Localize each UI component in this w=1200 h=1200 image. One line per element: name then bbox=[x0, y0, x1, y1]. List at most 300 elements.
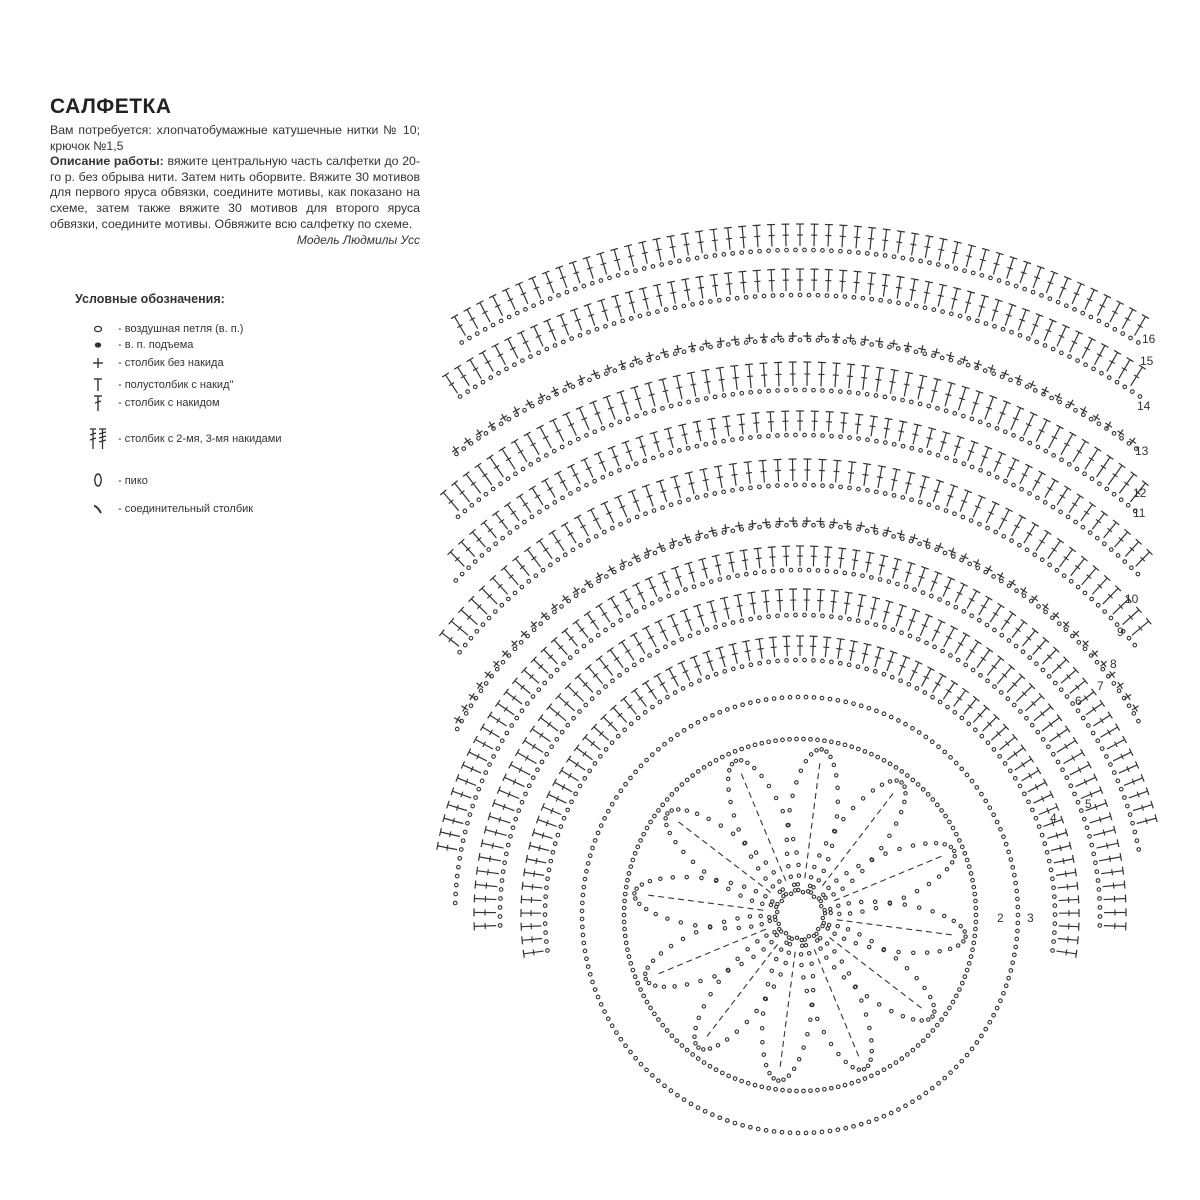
chain-loop bbox=[643, 412, 647, 416]
chain-loop bbox=[1119, 787, 1123, 791]
chain-loop bbox=[1009, 858, 1013, 862]
single-crochet-stitch bbox=[562, 595, 568, 601]
single-crochet-stitch bbox=[512, 641, 518, 647]
chain-loop bbox=[879, 298, 883, 302]
chain-loop bbox=[944, 814, 948, 818]
chain-loop bbox=[1095, 870, 1099, 874]
chain-loop bbox=[944, 1012, 948, 1016]
chain-loop bbox=[781, 809, 785, 813]
double-crochet-stitch bbox=[530, 325, 543, 347]
chain-loop bbox=[686, 258, 690, 262]
chain-loop bbox=[1096, 879, 1100, 883]
chain-loop bbox=[673, 840, 678, 845]
single-crochet-stitch bbox=[620, 559, 627, 566]
double-crochet-stitch bbox=[685, 562, 695, 582]
chain-loop bbox=[570, 337, 574, 341]
chain-loop bbox=[892, 494, 896, 498]
chain-loop bbox=[1100, 371, 1104, 375]
chain-loop bbox=[647, 981, 651, 985]
chain-loop bbox=[937, 1081, 941, 1085]
chain-loop bbox=[738, 893, 743, 898]
single-crochet-stitch bbox=[1132, 705, 1139, 712]
chain-loop bbox=[925, 951, 929, 955]
chain-loop bbox=[529, 463, 533, 467]
chain-loop bbox=[526, 702, 530, 706]
double-crochet-stitch bbox=[521, 923, 541, 931]
double-crochet-stitch bbox=[824, 547, 832, 567]
double-crochet-stitch bbox=[720, 597, 729, 619]
chain-loop bbox=[785, 614, 789, 618]
double-crochet-stitch bbox=[596, 252, 606, 274]
double-crochet-stitch bbox=[854, 226, 862, 248]
chain-loop bbox=[785, 852, 789, 856]
double-crochet-stitch bbox=[722, 416, 730, 436]
chain-loop bbox=[702, 869, 707, 874]
single-crochet-stitch bbox=[973, 559, 980, 566]
chain-loop bbox=[582, 941, 586, 945]
chain-loop bbox=[1123, 796, 1127, 800]
chain-loop bbox=[911, 843, 915, 847]
chain-loop bbox=[556, 558, 560, 562]
chain-loop bbox=[551, 851, 555, 855]
chain-loop bbox=[917, 731, 921, 735]
chain-loop bbox=[653, 551, 657, 555]
petal bbox=[810, 827, 966, 931]
chain-loop bbox=[894, 956, 899, 961]
chain-loop bbox=[550, 745, 554, 749]
petal-stitch bbox=[648, 895, 654, 896]
chain-loop bbox=[926, 1034, 930, 1038]
double-crochet-stitch bbox=[729, 643, 738, 663]
chain-loop bbox=[946, 705, 950, 709]
chain-loop bbox=[1035, 662, 1039, 666]
double-crochet-stitch bbox=[541, 803, 561, 814]
chain-loop bbox=[669, 404, 673, 408]
chain-loop bbox=[1062, 574, 1066, 578]
row-label: 10 bbox=[1125, 592, 1139, 606]
chain-loop bbox=[574, 792, 578, 796]
chain-loop bbox=[1052, 886, 1056, 890]
chain-loop bbox=[629, 962, 633, 966]
chain-loop bbox=[821, 893, 825, 897]
petal-stitch bbox=[734, 865, 739, 869]
double-crochet-stitch bbox=[1033, 266, 1044, 288]
chain-loop bbox=[1112, 682, 1116, 686]
double-crochet-stitch bbox=[522, 882, 542, 890]
chain-loop bbox=[995, 427, 999, 431]
chain-loop bbox=[856, 619, 860, 623]
double-crochet-stitch bbox=[467, 358, 482, 379]
chain-loop bbox=[958, 361, 962, 365]
double-crochet-stitch bbox=[712, 555, 721, 575]
chain-loop bbox=[618, 468, 622, 472]
chain-loop bbox=[870, 752, 874, 756]
double-crochet-stitch bbox=[973, 705, 989, 723]
chain-loop bbox=[648, 654, 652, 658]
chain-loop bbox=[583, 949, 587, 953]
chain-loop bbox=[960, 767, 964, 771]
chain-loop bbox=[481, 380, 485, 384]
chain-loop bbox=[871, 788, 876, 793]
chain-loop bbox=[950, 860, 954, 864]
double-crochet-stitch bbox=[774, 362, 782, 386]
chain-loop bbox=[629, 865, 633, 869]
chain-loop bbox=[582, 885, 586, 889]
double-crochet-stitch bbox=[492, 344, 506, 365]
chain-loop bbox=[937, 745, 941, 749]
chain-loop bbox=[595, 327, 599, 331]
double-crochet-stitch bbox=[918, 375, 927, 399]
petal-stitch bbox=[862, 887, 868, 889]
chain-loop bbox=[610, 423, 614, 427]
chain-loop bbox=[634, 269, 638, 273]
chain-loop bbox=[899, 810, 904, 815]
chain-loop bbox=[539, 622, 543, 626]
double-crochet-stitch bbox=[511, 439, 527, 462]
chain-loop bbox=[812, 894, 817, 899]
chain-loop bbox=[636, 716, 640, 720]
double-crochet-stitch bbox=[1025, 693, 1044, 711]
chain-loop bbox=[933, 645, 937, 649]
petal-stitch bbox=[707, 1032, 711, 1037]
chain-loop bbox=[852, 572, 856, 576]
double-crochet-stitch bbox=[985, 395, 997, 419]
chain-loop bbox=[639, 361, 643, 365]
double-crochet-stitch bbox=[596, 603, 610, 622]
chain-loop bbox=[844, 871, 848, 875]
chain-loop bbox=[807, 951, 811, 955]
double-crochet-stitch bbox=[597, 299, 608, 321]
double-crochet-stitch bbox=[681, 279, 690, 301]
chain-loop bbox=[701, 582, 705, 586]
chain-loop bbox=[762, 570, 766, 574]
chain-loop bbox=[553, 501, 557, 505]
double-crochet-stitch bbox=[877, 466, 886, 488]
chain-loop bbox=[888, 345, 892, 349]
chain-loop bbox=[1021, 650, 1025, 654]
chain-loop bbox=[635, 515, 639, 519]
chain-loop bbox=[777, 922, 781, 926]
petal-stitch bbox=[784, 875, 786, 881]
chain-loop bbox=[642, 994, 646, 998]
double-crochet-stitch bbox=[789, 589, 797, 611]
chain-loop bbox=[639, 1062, 643, 1066]
chain-loop bbox=[749, 486, 753, 490]
double-crochet-stitch bbox=[1090, 812, 1112, 822]
double-crochet-stitch bbox=[601, 714, 618, 731]
chain-loop bbox=[780, 338, 784, 342]
double-crochet-stitch bbox=[1052, 657, 1069, 674]
chain-loop bbox=[884, 441, 888, 445]
chain-loop bbox=[830, 434, 834, 438]
chain-loop bbox=[949, 1071, 953, 1075]
chain-loop bbox=[786, 823, 790, 827]
double-crochet-stitch bbox=[652, 238, 661, 260]
double-crochet-stitch bbox=[823, 637, 831, 657]
chain-loop bbox=[513, 647, 517, 651]
chain-loop bbox=[936, 407, 940, 411]
chain-loop bbox=[620, 566, 624, 570]
double-crochet-stitch bbox=[967, 589, 980, 608]
chain-loop bbox=[1094, 861, 1098, 865]
petal-stitch bbox=[876, 925, 882, 926]
double-crochet-stitch bbox=[650, 432, 660, 452]
chain-loop bbox=[785, 523, 789, 527]
chain-loop bbox=[875, 490, 879, 494]
chain-loop bbox=[693, 1026, 698, 1031]
chain-loop bbox=[1047, 745, 1051, 749]
chain-loop bbox=[714, 759, 718, 763]
double-crochet-stitch bbox=[695, 276, 704, 298]
single-crochet-stitch bbox=[731, 336, 739, 344]
double-crochet-stitch bbox=[968, 441, 979, 461]
chain-loop bbox=[462, 447, 466, 451]
double-crochet-stitch bbox=[920, 614, 932, 636]
chain-loop bbox=[689, 724, 693, 728]
chain-loop bbox=[1006, 697, 1010, 701]
double-crochet-stitch bbox=[782, 546, 790, 566]
chain-loop bbox=[934, 841, 938, 845]
double-crochet-stitch bbox=[882, 229, 890, 251]
chain-loop bbox=[796, 863, 800, 867]
chain-loop bbox=[1037, 825, 1041, 829]
chain-loop bbox=[882, 1114, 886, 1118]
petal-stitch bbox=[718, 904, 724, 905]
double-crochet-stitch bbox=[1086, 700, 1105, 715]
petal bbox=[712, 749, 816, 905]
petal-stitch bbox=[849, 1032, 851, 1038]
chain-loop bbox=[846, 927, 851, 932]
chain-loop bbox=[774, 796, 778, 800]
chain-loop bbox=[499, 897, 503, 901]
chain-loop bbox=[921, 1039, 925, 1043]
chain-loop bbox=[829, 911, 833, 915]
chain-loop bbox=[500, 879, 504, 883]
petal-stitch bbox=[815, 793, 816, 799]
chain-loop bbox=[676, 733, 680, 737]
double-crochet-stitch bbox=[734, 594, 743, 616]
chain-loop bbox=[695, 811, 700, 816]
petal-stitch bbox=[819, 763, 820, 769]
chain-loop bbox=[726, 887, 731, 892]
chain-loop bbox=[517, 809, 521, 813]
chain-loop bbox=[656, 310, 660, 314]
chain-loop bbox=[812, 614, 816, 618]
double-crochet-stitch bbox=[474, 908, 496, 916]
chain-loop bbox=[882, 1068, 886, 1072]
chain-loop bbox=[820, 748, 824, 752]
chain-loop bbox=[688, 634, 692, 638]
chain-loop bbox=[948, 947, 952, 951]
chain-loop bbox=[956, 944, 960, 948]
chain-loop bbox=[722, 439, 726, 443]
double-crochet-stitch bbox=[710, 274, 718, 296]
chain-loop bbox=[604, 748, 608, 752]
single-crochet-stitch bbox=[923, 538, 931, 546]
single-crochet-stitch bbox=[949, 548, 956, 555]
chain-loop bbox=[744, 1020, 749, 1025]
row-label: 5 bbox=[1085, 797, 1092, 811]
chain-loop bbox=[731, 252, 735, 256]
double-crochet-stitch bbox=[582, 734, 600, 750]
chain-loop bbox=[723, 926, 727, 930]
chain-loop bbox=[943, 1076, 947, 1080]
double-crochet-stitch bbox=[884, 600, 894, 622]
petal-stitch bbox=[794, 952, 795, 958]
chain-loop bbox=[687, 498, 691, 502]
chain-loop bbox=[735, 956, 740, 961]
chain-loop bbox=[511, 826, 515, 830]
chain-loop bbox=[735, 296, 739, 300]
chain-loop bbox=[577, 487, 581, 491]
chain-loop bbox=[847, 971, 851, 975]
chain-loop bbox=[669, 808, 674, 813]
chain-loop bbox=[1074, 520, 1078, 524]
chain-loop bbox=[824, 750, 828, 754]
chain-loop bbox=[642, 832, 646, 836]
chain-loop bbox=[758, 525, 762, 529]
double-crochet-stitch bbox=[569, 261, 580, 283]
chain-loop bbox=[825, 941, 829, 945]
chain-loop bbox=[928, 261, 932, 265]
chain-loop bbox=[569, 492, 573, 496]
chain-loop bbox=[672, 984, 676, 988]
double-crochet-stitch bbox=[628, 490, 640, 512]
single-crochet-stitch bbox=[988, 365, 996, 373]
chain-loop bbox=[848, 911, 852, 915]
chain-loop bbox=[498, 924, 502, 928]
chain-loop bbox=[1076, 800, 1080, 804]
double-crochet-stitch bbox=[742, 641, 751, 661]
chain-loop bbox=[928, 995, 933, 1000]
chain-loop bbox=[839, 390, 843, 394]
chain-loop bbox=[874, 906, 878, 910]
chain-loop bbox=[894, 778, 899, 783]
chain-loop bbox=[760, 922, 764, 926]
chain-loop bbox=[1047, 675, 1051, 679]
row-label: 14 bbox=[1137, 399, 1151, 413]
chain-loop bbox=[954, 761, 958, 765]
chain-loop bbox=[1081, 311, 1085, 315]
chain-loop bbox=[888, 779, 893, 784]
chain-loop bbox=[1051, 347, 1055, 351]
chain-loop bbox=[1095, 660, 1099, 664]
chain-loop bbox=[606, 1017, 610, 1021]
chain-loop bbox=[837, 912, 841, 916]
petal bbox=[818, 892, 971, 962]
chain-loop bbox=[812, 388, 816, 392]
chain-loop bbox=[1013, 953, 1017, 957]
chain-loop bbox=[924, 735, 928, 739]
chain-loop bbox=[1116, 779, 1120, 783]
chain-loop bbox=[783, 961, 788, 966]
double-crochet-stitch bbox=[854, 271, 862, 293]
chain-loop bbox=[1089, 417, 1093, 421]
chain-loop bbox=[584, 703, 588, 707]
chain-loop bbox=[633, 852, 637, 856]
chain-loop bbox=[906, 1053, 910, 1057]
double-crochet-stitch bbox=[547, 791, 567, 803]
double-crochet-stitch bbox=[521, 895, 541, 903]
double-crochet-stitch bbox=[1085, 288, 1098, 310]
chain-loop bbox=[870, 1074, 874, 1078]
chain-loop bbox=[484, 492, 488, 496]
double-crochet-stitch bbox=[522, 737, 543, 752]
double-crochet-stitch bbox=[531, 657, 548, 674]
double-crochet-stitch bbox=[442, 373, 457, 394]
chain-loop bbox=[1016, 921, 1020, 925]
petal-stitch bbox=[668, 968, 674, 970]
chain-loop bbox=[843, 340, 847, 344]
chain-loop bbox=[888, 901, 892, 905]
chain-loop bbox=[922, 986, 927, 991]
double-crochet-stitch bbox=[960, 490, 972, 512]
chain-loop bbox=[964, 663, 968, 667]
petal-stitch bbox=[726, 858, 731, 862]
chain-loop bbox=[896, 582, 900, 586]
chain-loop bbox=[803, 613, 807, 617]
chain-loop bbox=[926, 1017, 931, 1022]
chain-loop bbox=[687, 400, 691, 404]
chain-loop bbox=[776, 524, 780, 528]
chain-loop bbox=[958, 988, 962, 992]
chain-loop bbox=[1083, 647, 1087, 651]
chain-loop bbox=[726, 297, 730, 301]
chain-loop bbox=[902, 896, 906, 900]
chain-loop bbox=[487, 548, 491, 552]
chain-loop bbox=[1113, 327, 1117, 331]
chain-loop bbox=[553, 344, 557, 348]
chain-loop bbox=[555, 668, 559, 672]
chain-loop bbox=[733, 705, 737, 709]
chain-loop bbox=[902, 784, 907, 789]
chain-loop bbox=[993, 685, 997, 689]
double-crochet-stitch bbox=[529, 276, 541, 298]
double-crochet-stitch bbox=[1012, 619, 1027, 637]
chain-loop bbox=[826, 857, 830, 861]
chain-loop bbox=[995, 476, 999, 480]
chain-loop bbox=[1018, 784, 1022, 788]
chain-loop bbox=[666, 695, 670, 699]
chain-loop bbox=[499, 422, 503, 426]
chain-loop bbox=[965, 968, 969, 972]
double-crochet-stitch bbox=[744, 462, 752, 484]
chain-loop bbox=[931, 909, 935, 913]
chain-loop bbox=[625, 668, 629, 672]
petal-stitch bbox=[830, 986, 832, 992]
chain-loop bbox=[962, 414, 966, 418]
chain-loop bbox=[1129, 336, 1133, 340]
chain-loop bbox=[974, 913, 978, 917]
chain-loop bbox=[1069, 579, 1073, 583]
double-crochet-stitch bbox=[1103, 585, 1121, 604]
single-crochet-stitch bbox=[464, 438, 471, 445]
petal-stitch bbox=[747, 908, 753, 909]
chain-loop bbox=[1006, 281, 1010, 285]
chain-loop bbox=[834, 570, 838, 574]
chain-loop bbox=[825, 294, 829, 298]
double-crochet-stitch bbox=[1007, 745, 1025, 760]
double-crochet-stitch bbox=[738, 226, 746, 248]
petal-stitch bbox=[837, 1005, 839, 1011]
chain-loop bbox=[1028, 441, 1032, 445]
chain-loop bbox=[455, 883, 459, 887]
chain-loop bbox=[708, 992, 713, 997]
chain-loop bbox=[696, 537, 700, 541]
chain-loop bbox=[859, 1122, 863, 1126]
chain-loop bbox=[1092, 852, 1096, 856]
petal-stitch bbox=[708, 903, 714, 904]
